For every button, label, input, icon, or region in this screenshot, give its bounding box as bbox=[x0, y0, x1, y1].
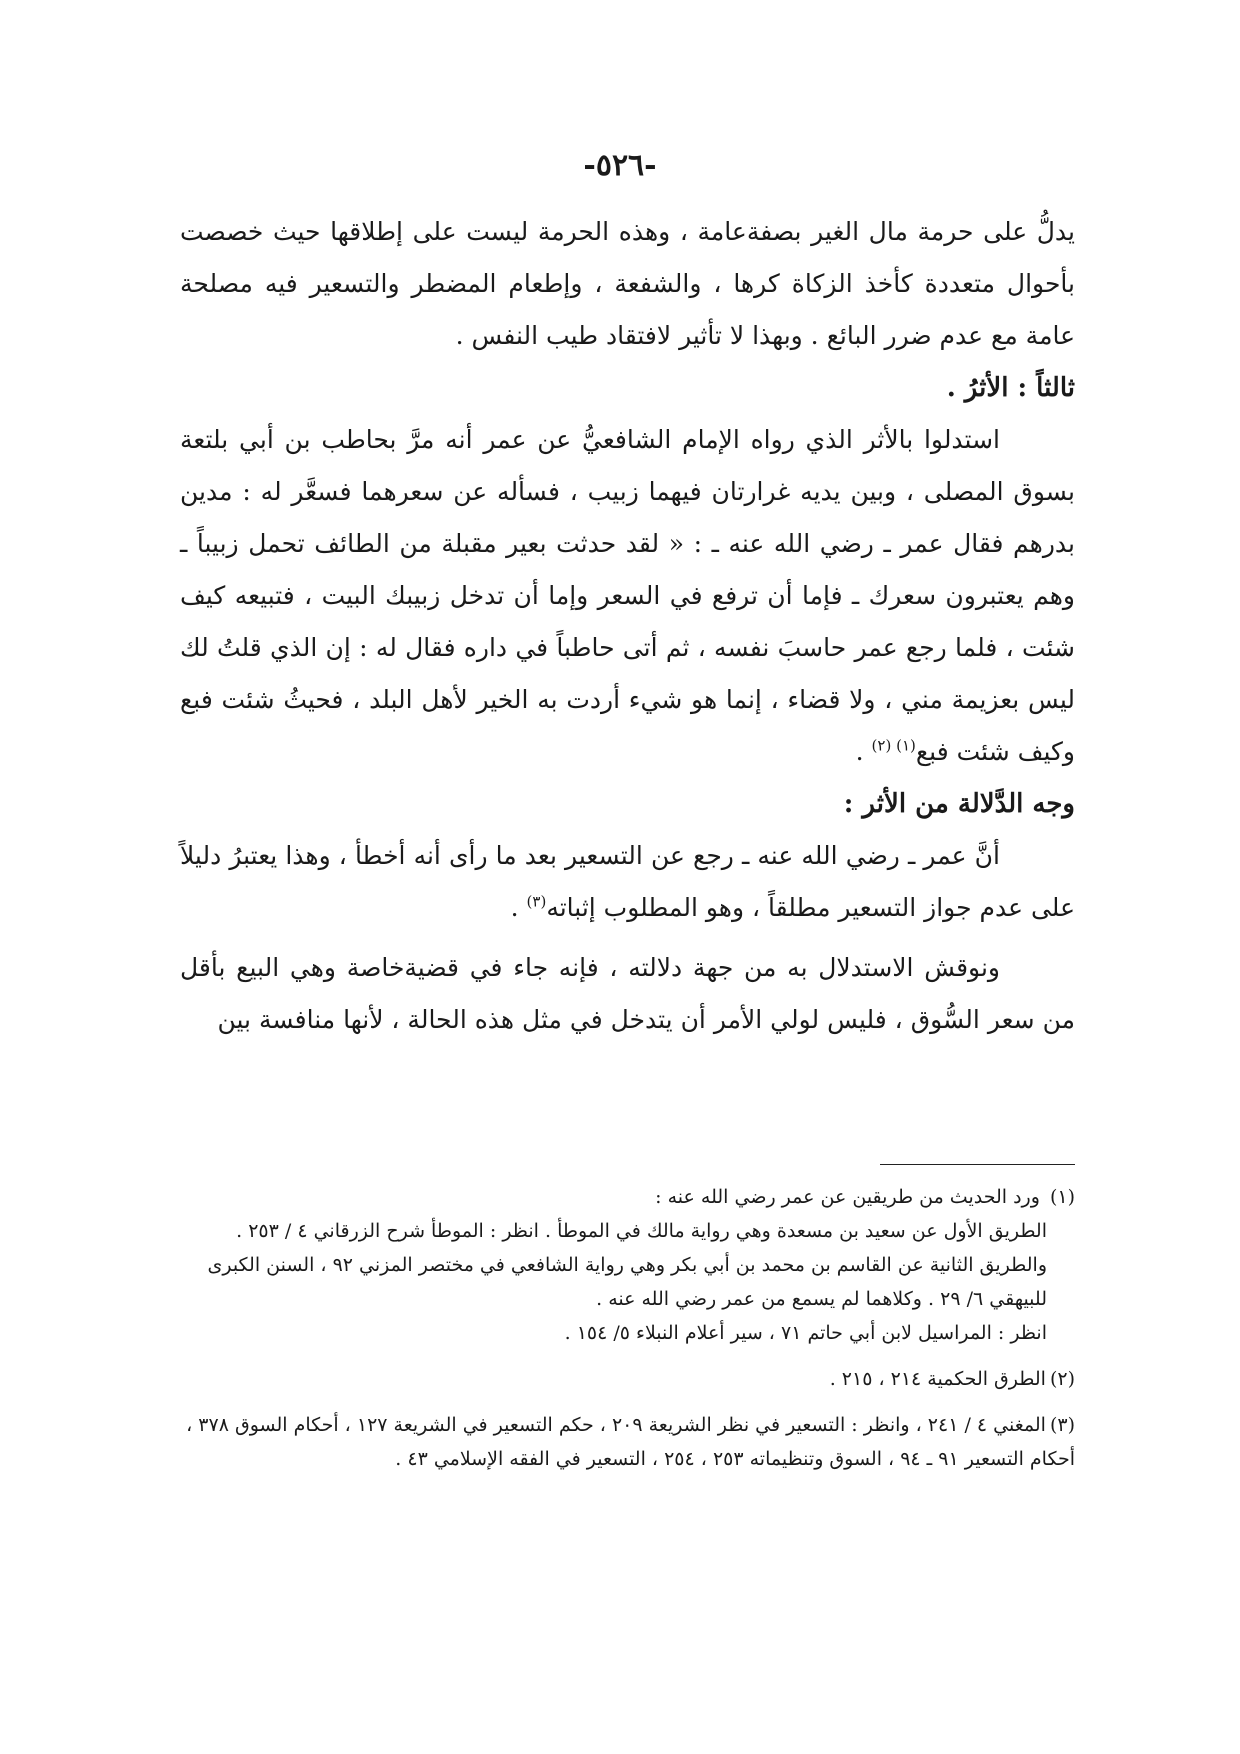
footnote-1-text: ورد الحديث من طريقين عن عمر رضي الله عنه : bbox=[655, 1186, 1040, 1208]
footnote-1-line-4: انظر : المراسيل لابن أبي حاتم ٧١ ، سير أعلام النبلاء ٥/ ١٥٤ . bbox=[564, 1322, 1047, 1344]
paragraph-2-end: . bbox=[855, 737, 872, 766]
footnote-ref-1-2: (١) (٢) bbox=[871, 736, 916, 755]
paragraph-1: يدلُّ على حرمة مال الغير بصفةعامة ، وهذه الحرمة ليست على إطلاقها حيث خصصت بأحوال متعددة كأخذ الزكاة كرها ، والشفعة ، وإطعام المضطر والتسعير فيه مصلحة عامة مع عدم ضرر البائع . وبهذا لا تأثير لافتقاد طيب النفس . bbox=[180, 217, 1075, 350]
section-heading-dalala: وجه الدَّلالة من الأثر : bbox=[843, 789, 1075, 819]
paragraph-2 bbox=[180, 414, 1075, 778]
paragraph-4: ونوقش الاستدلال به من جهة دلالته ، فإنه جاء في قضيةخاصة وهي البيع بأقل من سعر السُّوق ، فليس لولي الأمر أن يتدخل في مثل هذه الحالة ، لأنها منافسة بين bbox=[180, 953, 1075, 1034]
section-heading-athar: ثالثاً : الأثرُ . bbox=[946, 373, 1075, 403]
footnote-1-line-1 bbox=[180, 1180, 1075, 1214]
footnote-2 bbox=[180, 1362, 1075, 1396]
footnote-1-line-3: والطريق الثانية عن القاسم بن محمد بن أبي بكر وهي رواية الشافعي في مختصر المزني ٩٢ ، السنن الكبرى للبيهقي ٦/ ٢٩ . وكلاهما لم يسمع من عمر رضي الله عنه . bbox=[207, 1254, 1047, 1310]
page-number: -٥٢٦- bbox=[583, 148, 657, 183]
paragraph-2-text: استدلوا بالأثر الذي رواه الإمام الشافعيُّ عن عمر أنه مرَّ بحاطب بن أبي بلتعة بسوق المصلى ، وبين يديه غرارتان فيهما زبيب ، فسأله عن سعرهما فسعَّر له : مدين بدرهم فقال عمر ـ رضي الله عنه ـ : « لقد حدثت بعير مقبلة من الطائف تحمل زبيباً ـ وهم يعتبرون سعرك ـ فإما أن ترفع في السعر وإما أن تدخل زبيبك البيت ، فتبيعه كيف شئت ، فلما رجع عمر حاسبَ نفسه ، ثم أتى حاطباً في داره فقال له : إن الذي قلتُ لك ليس بعزيمة مني ، ولا قضاء ، إنما هو شيء أردت به الخير لأهل البلد ، فحيثُ شئت فبع وكيف شئت فبع bbox=[180, 425, 1075, 766]
footnote-3-number: (٣) bbox=[1049, 1414, 1075, 1436]
footnote-1-line-2: الطريق الأول عن سعيد بن مسعدة وهي رواية مالك في الموطأ . انظر : الموطأ شرح الزرقاني ٤ / ٢٥٣ . bbox=[236, 1220, 1047, 1242]
paragraph-3-end: . bbox=[510, 893, 527, 922]
footnote-2-text: الطرق الحكمية ٢١٤ ، ٢١٥ . bbox=[829, 1368, 1046, 1390]
footnote-2-number: (٢) bbox=[1049, 1368, 1075, 1390]
footnote-3-text: المغني ٤ / ٢٤١ ، وانظر : التسعير في نظر الشريعة ٢٠٩ ، حكم التسعير في الشريعة ١٢٧ ، أحكام السوق ٣٧٨ ، أحكام التسعير ٩١ ـ ٩٤ ، السوق وتنظيماته ٢٥٣ ، ٢٥٤ ، التسعير في الفقه الإسلامي ٤٣ . bbox=[186, 1414, 1075, 1470]
footnote-3 bbox=[180, 1408, 1075, 1476]
main-text bbox=[180, 206, 1075, 1046]
footnote-divider bbox=[880, 1164, 1075, 1165]
footnote-ref-3: (٣) bbox=[526, 892, 547, 911]
paragraph-3-text: أنَّ عمر ـ رضي الله عنه ـ رجع عن التسعير بعد ما رأى أنه أخطأ ، وهذا يعتبرُ دليلاً على عدم جواز التسعير مطلقاً ، وهو المطلوب إثباته bbox=[180, 841, 1075, 922]
footnote-1-number: (١) bbox=[1049, 1186, 1075, 1208]
paragraph-3 bbox=[180, 830, 1075, 934]
footnotes bbox=[180, 1180, 1075, 1476]
